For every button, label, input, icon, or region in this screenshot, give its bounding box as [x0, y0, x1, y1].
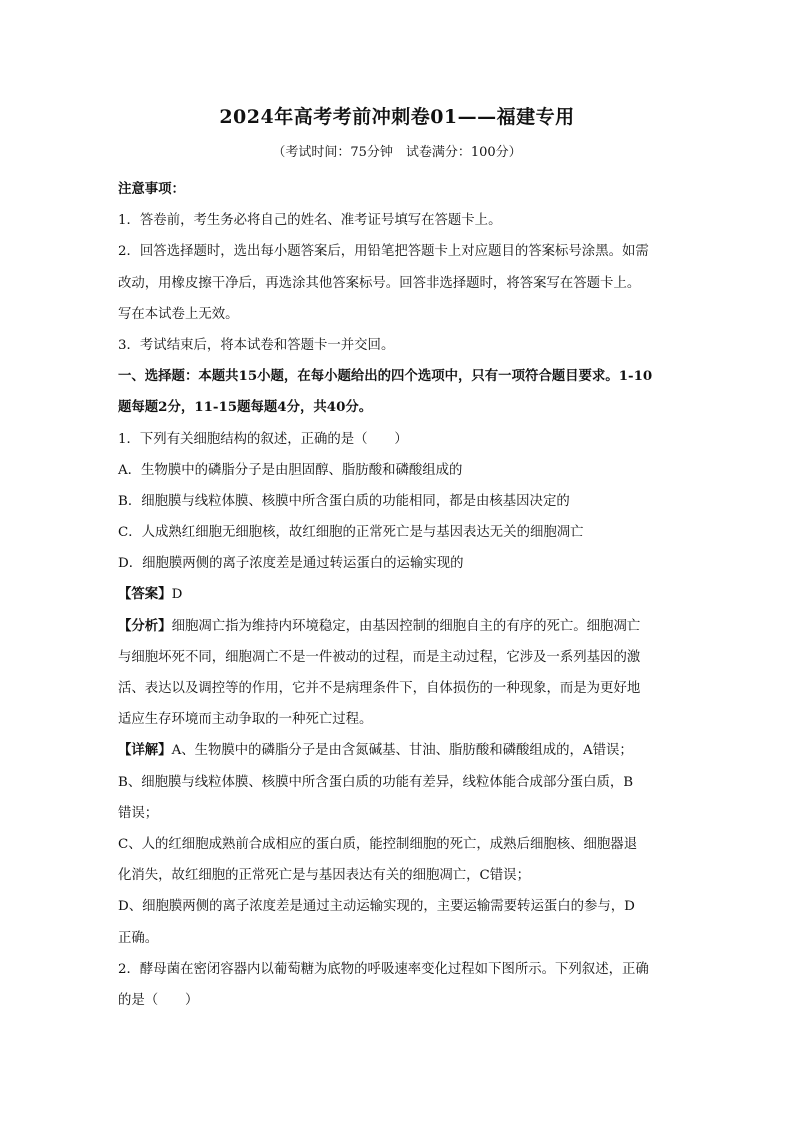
content-body	[118, 174, 678, 1016]
detail-line: 化消失，故红细胞的正常死亡是与基因表达有关的细胞凋亡，C错误；	[118, 868, 530, 884]
analysis-line: 活、表达以及调控等的作用，它并不是病理条件下，自体损伤的一种现象，而是为更好地	[118, 681, 641, 696]
option-b: B．细胞膜与线粒体膜、核膜中所含蛋白质的功能相同，都是由核基因决定的	[118, 493, 570, 509]
question-1-stem: 1．下列有关细胞结构的叙述，正确的是（ ）	[118, 431, 408, 447]
page-title: 2024年高考考前冲刺卷01——福建专用	[219, 106, 575, 128]
detail-text: A、生物膜中的磷脂分子是由含氮碱基、甘油、脂肪酸和磷酸组成的，A错误；	[171, 743, 633, 759]
detail-line: D、细胞膜两侧的离子浓度差是通过主动运输实现的，主要运输需要转运蛋白的参与，D	[118, 899, 635, 915]
detail-line: 错误；	[118, 805, 159, 821]
question-2-stem: 2．酵母菌在密闭容器内以葡萄糖为底物的呼吸速率变化过程如下图所示。下列叙述，正确	[118, 961, 649, 977]
note-line: 3．考试结束后，将本试卷和答题卡一并交回。	[118, 337, 395, 353]
answer-value: D	[171, 587, 183, 603]
option-d: D．细胞膜两侧的离子浓度差是通过转运蛋白的运输实现的	[118, 556, 464, 572]
detail-line	[118, 735, 678, 766]
detail-line: B、细胞膜与线粒体膜、核膜中所含蛋白质的功能有差异，线粒体能合成部分蛋白质，B	[118, 774, 634, 790]
note-line: 改动，用橡皮擦干净后，再选涂其他答案标号。回答非选择题时，将答案写在答题卡上。	[118, 275, 641, 291]
detail-tag: 【详解】	[118, 742, 172, 759]
option-c: C．人成熟红细胞无细胞核，故红细胞的正常死亡是与基因表达无关的细胞凋亡	[118, 525, 584, 541]
question-2-stem: 的是（ ）	[118, 992, 199, 1008]
answer-line	[118, 579, 678, 610]
exam-info: （考试时间：75分钟 试卷满分：100分）	[272, 145, 522, 160]
analysis-line	[118, 611, 678, 642]
analysis-tag: 【分析】	[118, 617, 172, 634]
detail-line: C、人的红细胞成熟前合成相应的蛋白质，能控制细胞的死亡，成熟后细胞核、细胞器退	[118, 836, 638, 852]
detail-line: 正确。	[118, 930, 159, 946]
note-line: 写在本试卷上无效。	[118, 306, 239, 322]
analysis-line: 与细胞坏死不同，细胞凋亡不是一件被动的过程，而是主动过程，它涉及一系列基因的激	[118, 649, 641, 665]
note-line: 2．回答选择题时，选出每小题答案后，用铅笔把答题卡上对应题目的答案标号涂黑。如需	[118, 244, 649, 260]
note-line: 1．答卷前，考生务必将自己的姓名、准考证号填写在答题卡上。	[118, 213, 502, 229]
section-instructions: 题每题2分，11-15题每题4分，共40分。	[118, 399, 373, 416]
section-instructions: 一、选择题：本题共15小题，在每小题给出的四个选项中，只有一项符合题目要求。1-10	[118, 368, 653, 385]
analysis-line: 适应生存环境而主动争取的一种死亡过程。	[118, 712, 373, 728]
notes-heading: 注意事项：	[118, 181, 185, 197]
analysis-text: 细胞凋亡指为维持内环境稳定，由基因控制的细胞自主的有序的死亡。细胞凋亡	[171, 618, 641, 634]
answer-tag: 【答案】	[118, 586, 172, 603]
option-a: A．生物膜中的磷脂分子是由胆固醇、脂肪酸和磷酸组成的	[118, 462, 463, 478]
